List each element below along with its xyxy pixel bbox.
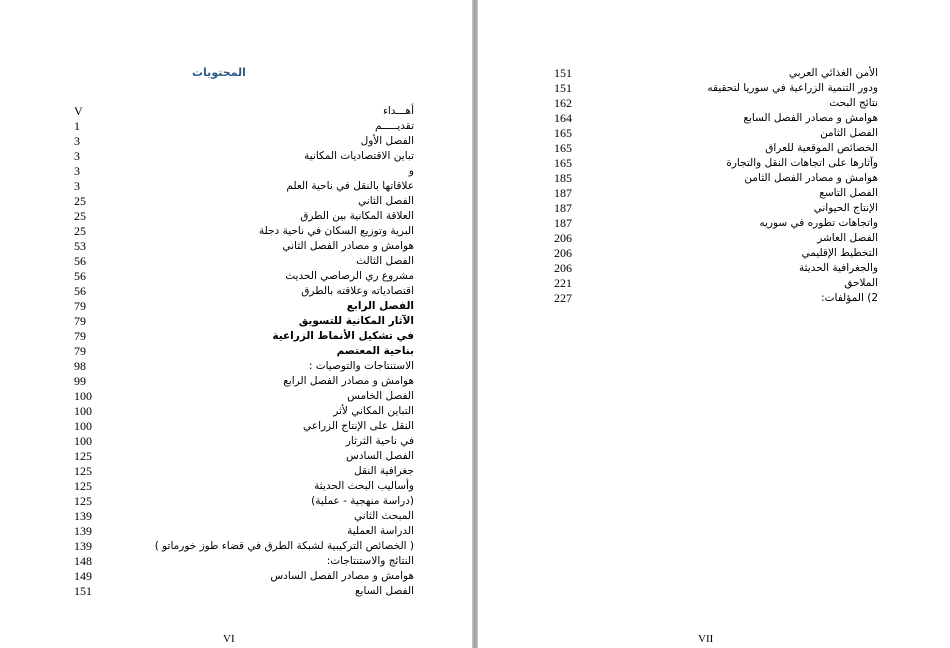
toc-entry	[554, 126, 878, 141]
toc-entry-page-number: 162	[554, 96, 572, 110]
toc-entry-title: الملاحق	[844, 277, 878, 289]
toc-entry	[74, 449, 414, 464]
toc-entry-title: هوامش و مصادر الفصل السادس	[270, 570, 414, 582]
toc-entry-page-number: 100	[74, 419, 92, 433]
toc-entry	[74, 164, 414, 179]
toc-entry-page-number: 3	[74, 149, 80, 163]
toc-entry-title: الدراسة العملية	[347, 525, 414, 537]
toc-entry-title: ( الخصائص التركيبية لشبكة الطرق في قضاء طوز خورماتو )	[154, 540, 414, 552]
toc-entry-title: النتائج والاستنتاجات:	[326, 555, 414, 567]
toc-entry-page-number: 25	[74, 194, 86, 208]
toc-entry-title: الفصل الثامن	[820, 127, 878, 139]
toc-entry-title: الآثار المكانية للتسويق	[298, 315, 414, 327]
toc-entry-title: في تشكيل الأنماط الزراعية	[272, 330, 414, 342]
toc-entry-title: والجغرافية الحديثة	[798, 262, 878, 274]
toc-entry-title: بناحية المعتصم	[336, 345, 414, 357]
toc-entry-page-number: 125	[74, 449, 92, 463]
toc-entry-page-number: 187	[554, 216, 572, 230]
toc-entry	[554, 186, 878, 201]
toc-entry-title: هوامش و مصادر الفصل الثاني	[282, 240, 414, 252]
toc-entry-title: الفصل التاسع	[819, 187, 878, 199]
toc-entry	[74, 284, 414, 299]
toc-entry	[74, 554, 414, 569]
toc-entry-title: الفصل الأول	[360, 135, 414, 147]
toc-entry-title: النقل على الإنتاج الزراعي	[303, 420, 414, 432]
toc-entry-title: الاستنتاجات والتوصيات :	[308, 360, 414, 372]
toc-entry-title: واتجاهات تطوره في سوريه	[759, 217, 878, 229]
toc-entry-title: الفصل العاشر	[817, 232, 878, 244]
toc-entry-page-number: 206	[554, 246, 572, 260]
toc-entry-page-number: 100	[74, 404, 92, 418]
toc-entry	[554, 231, 878, 246]
toc-entry-page-number: 187	[554, 186, 572, 200]
toc-entry-page-number: 125	[74, 464, 92, 478]
toc-entry	[74, 434, 414, 449]
toc-entry-title: تقديـــــم	[374, 120, 414, 132]
toc-entry-page-number: 185	[554, 171, 572, 185]
toc-entry	[554, 66, 878, 81]
toc-entry-page-number: 165	[554, 141, 572, 155]
toc-entry-page-number: 3	[74, 164, 80, 178]
toc-entry-page-number: 79	[74, 299, 86, 313]
toc-entry	[554, 111, 878, 126]
toc-entry-title: الفصل الخامس	[347, 390, 414, 402]
toc-entry-page-number: 79	[74, 314, 86, 328]
toc-entry-title: 2) المؤلفات:	[821, 292, 878, 304]
toc-entry-title: الفصل السادس	[346, 450, 414, 462]
toc-entry	[74, 494, 414, 509]
contents-heading: المحتويات	[192, 66, 246, 79]
toc-entry-page-number: 206	[554, 231, 572, 245]
toc-entry-page-number: 151	[554, 66, 572, 80]
toc-entry-title: البرية وتوزيع السكان في ناحية دجلة	[259, 225, 414, 237]
toc-entry-page-number: 151	[74, 584, 92, 598]
toc-entry-page-number: 56	[74, 254, 86, 268]
toc-entry	[74, 524, 414, 539]
toc-entry	[74, 104, 414, 119]
toc-entry	[74, 224, 414, 239]
toc-entry-page-number: 25	[74, 209, 86, 223]
toc-entry-page-number: 139	[74, 524, 92, 538]
toc-entry-title: هوامش و مصادر الفصل السابع	[743, 112, 878, 124]
toc-entry-title: الأمن الغذائي العربي	[788, 67, 878, 79]
toc-entry	[554, 81, 878, 96]
toc-entry	[74, 584, 414, 599]
page-number-right: VII	[698, 633, 714, 645]
toc-entry-page-number: 98	[74, 359, 86, 373]
toc-entry	[74, 464, 414, 479]
toc-entry-page-number: 56	[74, 269, 86, 283]
toc-entry-page-number: 148	[74, 554, 92, 568]
toc-entry-page-number: 221	[554, 276, 572, 290]
toc-entry-title: هوامش و مصادر الفصل الثامن	[744, 172, 878, 184]
toc-entry-title: جغرافية النقل	[354, 465, 414, 477]
toc-entry-page-number: 3	[74, 134, 80, 148]
toc-entry	[554, 141, 878, 156]
toc-entry-title: ودور التنمية الزراعية في سوريا لتحقيقه	[707, 82, 878, 94]
toc-entry-title: الفصل السابع	[354, 585, 414, 597]
toc-entry-page-number: 79	[74, 329, 86, 343]
toc-entry-title: أهـــداء	[382, 105, 414, 117]
toc-entry-page-number: 99	[74, 374, 86, 388]
toc-entry	[74, 194, 414, 209]
toc-entry-page-number: 100	[74, 434, 92, 448]
toc-entry-title: الإنتاج الحيواني	[813, 202, 878, 214]
toc-entry	[554, 246, 878, 261]
toc-entry-page-number: 125	[74, 479, 92, 493]
toc-entry	[74, 149, 414, 164]
toc-entry-page-number: 164	[554, 111, 572, 125]
toc-entry-page-number: 25	[74, 224, 86, 238]
toc-entry-title: التباين المكاني لأثر	[333, 405, 414, 417]
toc-entry	[74, 389, 414, 404]
toc-entry	[74, 509, 414, 524]
toc-entry	[554, 261, 878, 276]
toc-entry-title: الخصائص الموقعية للعراق	[765, 142, 878, 154]
toc-entry-title: في ناحية الثرثار	[345, 435, 414, 447]
toc-entry-title: الفصل الرابع	[346, 300, 414, 312]
toc-entry-title: و	[408, 165, 414, 177]
toc-list-left	[74, 104, 414, 599]
toc-entry	[74, 344, 414, 359]
toc-entry	[74, 119, 414, 134]
toc-entry-page-number: 1	[74, 119, 80, 133]
toc-entry-page-number: 187	[554, 201, 572, 215]
toc-entry-title: مشروع ري الرصاصي الحديث	[285, 270, 414, 282]
toc-entry	[74, 254, 414, 269]
toc-entry-title: تباين الاقتصاديات المكانية	[304, 150, 414, 162]
toc-entry-page-number: 206	[554, 261, 572, 275]
toc-entry	[74, 374, 414, 389]
toc-entry-page-number: 125	[74, 494, 92, 508]
toc-entry-title: علاقاتها بالنقل في ناحية العلم	[286, 180, 414, 192]
toc-entry	[74, 539, 414, 554]
toc-entry	[74, 314, 414, 329]
toc-entry	[74, 479, 414, 494]
page-number-left: VI	[223, 633, 235, 645]
toc-entry-title: وأساليب البحث الحديثة	[314, 480, 414, 492]
toc-entry-page-number: 149	[74, 569, 92, 583]
toc-entry	[74, 404, 414, 419]
toc-entry	[554, 201, 878, 216]
toc-entry-title: اقتصادياته وعلاقته بالطرق	[301, 285, 414, 297]
toc-entry	[554, 216, 878, 231]
toc-entry	[74, 209, 414, 224]
toc-entry	[74, 179, 414, 194]
toc-entry-title: الفصل الثالث	[356, 255, 414, 267]
toc-entry-page-number: 53	[74, 239, 86, 253]
toc-entry	[74, 359, 414, 374]
toc-entry-page-number: 227	[554, 291, 572, 305]
toc-entry-page-number: 139	[74, 539, 92, 553]
toc-entry-title: العلاقة المكانية بين الطرق	[300, 210, 414, 222]
toc-entry	[554, 171, 878, 186]
toc-entry	[74, 569, 414, 584]
toc-entry-page-number: 3	[74, 179, 80, 193]
toc-entry	[74, 299, 414, 314]
toc-entry-title: هوامش و مصادر الفصل الرابع	[283, 375, 414, 387]
toc-entry	[554, 291, 878, 306]
toc-entry-page-number: 165	[554, 156, 572, 170]
toc-entry-title: نتائج البحث	[829, 97, 878, 109]
toc-entry	[74, 134, 414, 149]
toc-entry-title: التخطيط الإقليمي	[801, 247, 878, 259]
toc-entry	[554, 276, 878, 291]
toc-entry-title: وآثارها على اتجاهات النقل والتجارة	[726, 157, 878, 169]
toc-entry	[554, 96, 878, 111]
toc-entry	[554, 156, 878, 171]
toc-entry-page-number: 100	[74, 389, 92, 403]
left-page	[0, 0, 472, 648]
toc-entry	[74, 329, 414, 344]
toc-entry-page-number: 139	[74, 509, 92, 523]
toc-entry	[74, 239, 414, 254]
toc-entry-title: (دراسة منهجية - عملية)	[311, 495, 414, 507]
toc-entry-title: المبحث الثاني	[354, 510, 414, 522]
toc-entry-page-number: 151	[554, 81, 572, 95]
toc-entry-page-number: V	[74, 104, 83, 118]
toc-entry	[74, 269, 414, 284]
toc-entry-title: الفصل الثاني	[358, 195, 414, 207]
toc-entry-page-number: 56	[74, 284, 86, 298]
toc-entry-page-number: 165	[554, 126, 572, 140]
toc-entry	[74, 419, 414, 434]
toc-entry-page-number: 79	[74, 344, 86, 358]
toc-list-right	[554, 66, 878, 306]
